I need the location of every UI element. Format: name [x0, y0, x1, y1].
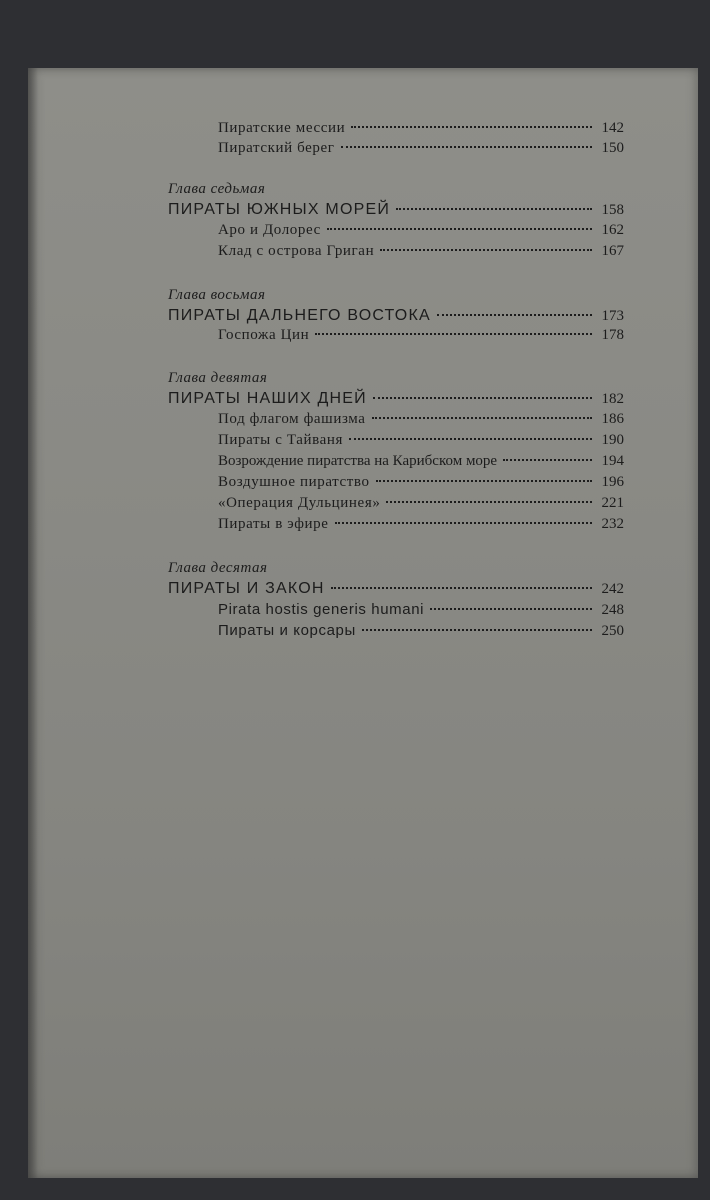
toc-entry-title: Аро и Долорес — [218, 222, 321, 238]
toc-entry-page: 190 — [601, 432, 624, 448]
toc-entry-title: Госпожа Цин — [218, 327, 310, 343]
dot-leader — [437, 313, 592, 316]
toc-entry-page: 142 — [601, 120, 624, 136]
dot-leader — [372, 416, 592, 419]
dot-leader — [503, 458, 592, 461]
toc-entry-page: 167 — [601, 243, 624, 259]
toc-entry-page: 178 — [601, 327, 624, 343]
toc-entry-page: 221 — [601, 495, 624, 511]
chapter-heading — [168, 390, 624, 408]
toc-entry-title: «Операция Дульцинея» — [218, 495, 381, 511]
toc-entry — [218, 120, 624, 137]
dot-leader — [315, 332, 592, 335]
dot-leader — [380, 248, 592, 251]
chapter-title: ПИРАТЫ ДАЛЬНЕГО ВОСТОКА — [168, 307, 431, 324]
chapter-title: ПИРАТЫ И ЗАКОН — [168, 580, 325, 597]
chapter-heading — [168, 580, 624, 598]
dot-leader — [373, 396, 592, 399]
dot-leader — [351, 125, 592, 128]
toc-entry-page: 186 — [601, 411, 624, 427]
chapter-title: ПИРАТЫ ЮЖНЫХ МОРЕЙ — [168, 201, 391, 218]
chapter-page: 242 — [601, 581, 624, 597]
toc-entry-page: 196 — [601, 474, 624, 490]
toc-entry-page: 232 — [601, 516, 624, 532]
dot-leader — [376, 479, 592, 482]
toc-entry-page: 194 — [601, 453, 624, 469]
dot-leader — [386, 500, 592, 503]
dot-leader — [396, 207, 592, 210]
toc-entry — [218, 495, 624, 512]
dot-leader — [430, 607, 592, 610]
toc-entry-page: 162 — [601, 222, 624, 238]
toc-entry — [218, 432, 624, 449]
dot-leader — [327, 227, 592, 230]
toc-entry-title: Пиратский берег — [218, 140, 335, 156]
dot-leader — [331, 586, 592, 589]
toc-entry-title: Пиратские мессии — [218, 120, 346, 136]
chapter-label: Глава десятая — [168, 560, 268, 576]
toc-entry — [218, 411, 624, 428]
toc-entry-title: Пираты в эфире — [218, 516, 329, 532]
dot-leader — [335, 521, 593, 524]
toc-entry — [218, 327, 624, 344]
chapter-heading — [168, 201, 624, 219]
book-page — [28, 68, 698, 1178]
chapter-heading — [168, 307, 624, 325]
toc-entry-page: 248 — [601, 602, 624, 618]
toc-entry — [218, 516, 624, 533]
toc-entry-title: Пираты и корсары — [218, 622, 356, 639]
chapter-label: Глава восьмая — [168, 287, 266, 303]
dot-leader — [341, 145, 592, 148]
toc-entry-title: Pirata hostis generis humani — [218, 601, 425, 618]
toc-entry — [218, 222, 624, 239]
toc-entry-page: 250 — [601, 623, 624, 639]
dot-leader — [362, 628, 592, 631]
toc-entry-page: 150 — [601, 140, 624, 156]
toc-entry-title: Воздушное пиратство — [218, 474, 370, 490]
toc-entry — [218, 474, 624, 491]
toc-entry-title: Клад с острова Григан — [218, 243, 375, 259]
toc-entry — [218, 243, 624, 260]
toc-entry-title: Под флагом фашизма — [218, 411, 366, 427]
dot-leader — [349, 437, 592, 440]
chapter-label: Глава седьмая — [168, 181, 266, 197]
chapter-title: ПИРАТЫ НАШИХ ДНЕЙ — [168, 390, 367, 407]
chapter-label: Глава девятая — [168, 370, 268, 386]
table-of-contents — [28, 68, 698, 1178]
toc-entry — [218, 601, 624, 619]
chapter-page: 158 — [601, 202, 624, 218]
toc-entry-title: Пираты с Тайваня — [218, 432, 343, 448]
toc-entry-title: Возрождение пиратства на Карибском море — [218, 453, 498, 469]
toc-entry — [218, 453, 624, 470]
chapter-page: 182 — [601, 391, 624, 407]
toc-entry — [218, 140, 624, 157]
chapter-page: 173 — [601, 308, 624, 324]
toc-entry — [218, 622, 624, 640]
